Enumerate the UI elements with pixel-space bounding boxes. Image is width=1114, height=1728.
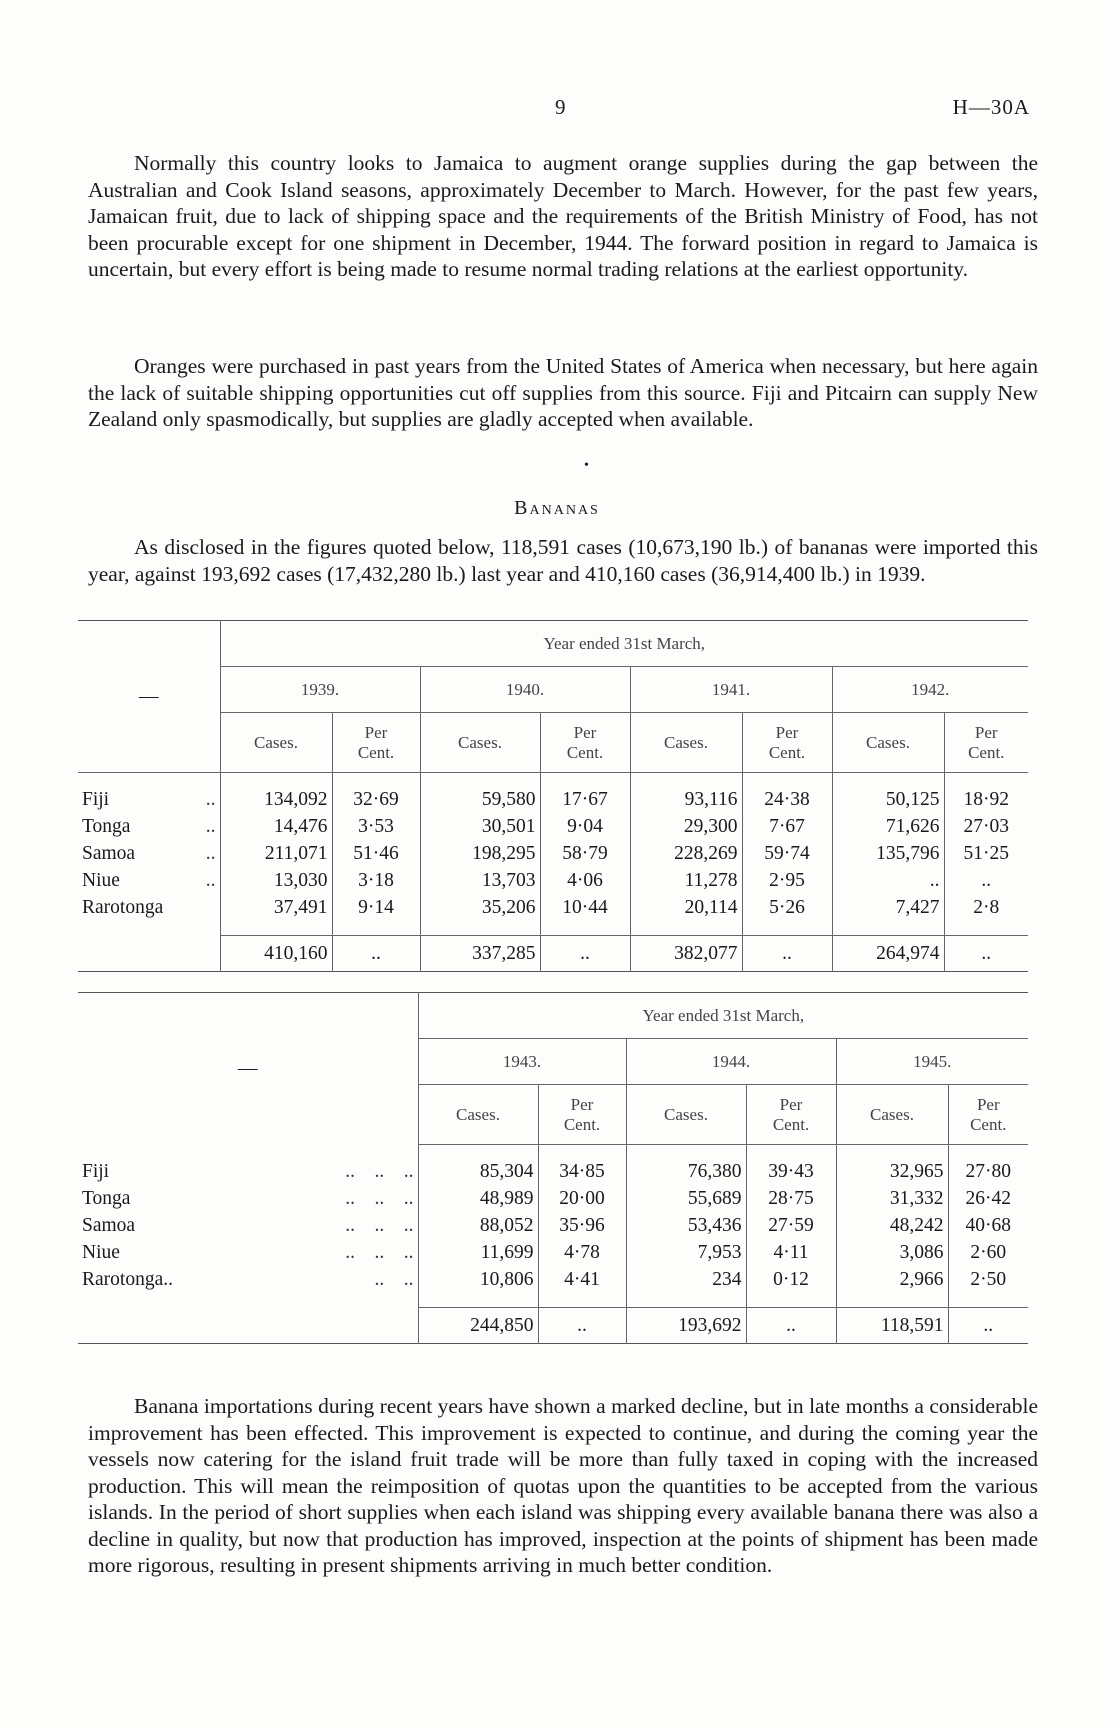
- cases-cell: 13,030: [220, 868, 332, 895]
- country-cell: [78, 868, 220, 895]
- percent-cell: 4·06: [540, 868, 630, 895]
- percent-cell: 2·95: [742, 868, 832, 895]
- percent-cell: 17·67: [540, 787, 630, 814]
- cases-cell: 11,278: [630, 868, 742, 895]
- section-heading: Bananas: [514, 497, 600, 519]
- table-row: [78, 868, 1028, 895]
- country-name: Samoa: [82, 1215, 136, 1236]
- table2-total: ..: [538, 1308, 626, 1344]
- table1-totals-row: [78, 936, 1028, 972]
- table1-year-1942: 1942.: [832, 667, 1028, 713]
- cases-cell: 55,689: [626, 1186, 746, 1213]
- cases-cell: ..: [832, 868, 944, 895]
- cases-cell: 31,332: [836, 1186, 948, 1213]
- table1-total: 264,974: [832, 936, 944, 972]
- percent-cell: 59·74: [742, 841, 832, 868]
- country-name: Samoa: [82, 843, 136, 864]
- table2-col-cases: Cases.: [626, 1085, 746, 1145]
- percent-cell: 27·59: [746, 1213, 836, 1240]
- percent-cell: 9·04: [540, 814, 630, 841]
- paragraph-jamaica: Normally this country looks to Jamaica to augment orange supplies during the gap between the Australian and Cook Island seasons, approximately December to March. However, for the past few years, Jamaican fruit, due to lack of shipping space and the requirements of the British Ministry of Food, has not been procurable except for one shipment in December, 1944. The forward position in regard to Jamaica is uncertain, but every effort is being made to resume normal trading relations at the earliest opportunity.: [88, 151, 1038, 281]
- table1-col-percent: Per Cent.: [540, 713, 630, 773]
- cases-cell: 11,699: [418, 1240, 538, 1267]
- dot-leader: ..: [205, 870, 216, 891]
- cases-cell: 134,092: [220, 787, 332, 814]
- table1-year-1939: 1939.: [220, 667, 420, 713]
- country-cell: [78, 1159, 418, 1186]
- cases-cell: 71,626: [832, 814, 944, 841]
- country-cell: [78, 1240, 418, 1267]
- country-cell: [78, 814, 220, 841]
- cases-cell: 59,580: [420, 787, 540, 814]
- cases-cell: 88,052: [418, 1213, 538, 1240]
- percent-cell: 2·60: [948, 1240, 1028, 1267]
- country-name: Niue: [82, 1242, 120, 1263]
- table1-col-percent: Per Cent.: [332, 713, 420, 773]
- country-cell: [78, 841, 220, 868]
- country-name: Rarotonga: [82, 897, 164, 918]
- country-name: Tonga: [82, 1188, 131, 1209]
- page-header: [0, 95, 1114, 125]
- cases-cell: 13,703: [420, 868, 540, 895]
- cases-cell: 53,436: [626, 1213, 746, 1240]
- country-name: Fiji: [82, 1161, 110, 1182]
- cases-cell: 32,965: [836, 1159, 948, 1186]
- cases-cell: 85,304: [418, 1159, 538, 1186]
- dot-leader: ..: [205, 789, 216, 810]
- table2-col-cases: Cases.: [418, 1085, 538, 1145]
- percent-cell: 51·25: [944, 841, 1028, 868]
- bananas-table-1939-1942: [78, 620, 1028, 972]
- percent-cell: 2·8: [944, 895, 1028, 922]
- country-name: Tonga: [82, 816, 131, 837]
- table1-total: 382,077: [630, 936, 742, 972]
- document-reference: H—30A: [952, 95, 1030, 119]
- cases-cell: 35,206: [420, 895, 540, 922]
- cases-cell: 14,476: [220, 814, 332, 841]
- percent-cell: 3·53: [332, 814, 420, 841]
- country-name: Niue: [82, 870, 120, 891]
- table-row: [78, 841, 1028, 868]
- table1-year-1940: 1940.: [420, 667, 630, 713]
- percent-cell: 51·46: [332, 841, 420, 868]
- table1-col-percent: Per Cent.: [742, 713, 832, 773]
- table2-year-1943: 1943.: [418, 1039, 626, 1085]
- cases-cell: 198,295: [420, 841, 540, 868]
- cases-cell: 10,806: [418, 1267, 538, 1294]
- cases-cell: 7,427: [832, 895, 944, 922]
- percent-cell: 0·12: [746, 1267, 836, 1294]
- table1-total: ..: [332, 936, 420, 972]
- cases-cell: 93,116: [630, 787, 742, 814]
- paragraph-bananas-intro: As disclosed in the figures quoted below, 118,591 cases (10,673,190 lb.) of bananas were imported this year, against 193,692 cases (17,432,280 lb.) last year and 410,160 cases (36,914,400 lb.) in 1939.: [88, 535, 1038, 586]
- table-row: [78, 814, 1028, 841]
- percent-cell: 28·75: [746, 1186, 836, 1213]
- percent-cell: 20·00: [538, 1186, 626, 1213]
- percent-cell: 4·78: [538, 1240, 626, 1267]
- country-cell: [78, 787, 220, 814]
- table1-col-percent: Per Cent.: [944, 713, 1028, 773]
- dot-leader: .. .. ..: [345, 1215, 414, 1236]
- country-cell: [78, 1267, 418, 1294]
- table2-corner: —: [238, 1057, 258, 1079]
- percent-cell: 9·14: [332, 895, 420, 922]
- dot-leader: .. ..: [374, 1269, 414, 1290]
- percent-cell: 58·79: [540, 841, 630, 868]
- percent-cell: 27·03: [944, 814, 1028, 841]
- table1-total: 410,160: [220, 936, 332, 972]
- percent-cell: 5·26: [742, 895, 832, 922]
- table2-span-header: Year ended 31st March,: [418, 993, 1028, 1039]
- cases-cell: 76,380: [626, 1159, 746, 1186]
- table-row: [78, 1267, 1028, 1294]
- table1-span-header: Year ended 31st March,: [220, 621, 1028, 667]
- country-name: Rarotonga..: [82, 1269, 173, 1290]
- table2-total: 244,850: [418, 1308, 538, 1344]
- percent-cell: 7·67: [742, 814, 832, 841]
- table2-total: ..: [746, 1308, 836, 1344]
- table2-year-1944: 1944.: [626, 1039, 836, 1085]
- cases-cell: 20,114: [630, 895, 742, 922]
- table2-total: 118,591: [836, 1308, 948, 1344]
- cases-cell: 29,300: [630, 814, 742, 841]
- country-cell: [78, 895, 220, 922]
- percent-cell: 32·69: [332, 787, 420, 814]
- bananas-table-1943-1945: [78, 992, 1028, 1344]
- cases-cell: 135,796: [832, 841, 944, 868]
- table1-total: ..: [540, 936, 630, 972]
- table2-col-percent: Per Cent.: [746, 1085, 836, 1145]
- table-row: [78, 1213, 1028, 1240]
- cases-cell: 48,989: [418, 1186, 538, 1213]
- percent-cell: 34·85: [538, 1159, 626, 1186]
- table2-totals-row: [78, 1308, 1028, 1344]
- table-row: [78, 787, 1028, 814]
- percent-cell: 35·96: [538, 1213, 626, 1240]
- country-name: Fiji: [82, 789, 110, 810]
- table2-col-cases: Cases.: [836, 1085, 948, 1145]
- table1-col-cases: Cases.: [420, 713, 540, 773]
- percent-cell: ..: [944, 868, 1028, 895]
- table-row: [78, 1186, 1028, 1213]
- table2-total: ..: [948, 1308, 1028, 1344]
- percent-cell: 4·41: [538, 1267, 626, 1294]
- table2-col-percent: Per Cent.: [538, 1085, 626, 1145]
- dot-leader: .. .. ..: [345, 1242, 414, 1263]
- table-row: [78, 1240, 1028, 1267]
- page-number: 9: [555, 95, 566, 119]
- paragraph-usa-oranges: Oranges were purchased in past years from the United States of America when necessary, but here again the lack of suitable shipping opportunities cut off supplies from this source. Fiji and Pitcairn can supply New Zealand only spasmodically, but supplies are gladly accepted when available.: [88, 354, 1038, 431]
- cases-cell: 7,953: [626, 1240, 746, 1267]
- cases-cell: 50,125: [832, 787, 944, 814]
- paragraph-banana-closing: Banana importations during recent years have shown a marked decline, but in late months a considerable improvement has been effected. This improvement is expected to continue, and during the coming year the vessels now catering for the island fruit trade will be more than fully taxed in coping with the increased production. This will mean the reimposition of quotas upon the quantities to be accepted from the various islands. In the period of short supplies when each island was shipping every available banana there was also a decline in quality, but now that production has improved, inspection at the points of shipment has been made more rigorous, resulting in present shipments arriving in much better condition.: [88, 1394, 1038, 1577]
- dot-leader: .. .. ..: [345, 1188, 414, 1209]
- table1-total: ..: [742, 936, 832, 972]
- table1-col-cases: Cases.: [220, 713, 332, 773]
- dot-leader: .. .. ..: [345, 1161, 414, 1182]
- table1-corner: —: [139, 685, 159, 707]
- country-cell: [78, 1213, 418, 1240]
- cases-cell: 228,269: [630, 841, 742, 868]
- dot-leader: ..: [205, 843, 216, 864]
- dot-leader: ..: [205, 816, 216, 837]
- table2-col-percent: Per Cent.: [948, 1085, 1028, 1145]
- percent-cell: 3·18: [332, 868, 420, 895]
- percent-cell: 39·43: [746, 1159, 836, 1186]
- cases-cell: 37,491: [220, 895, 332, 922]
- table1-year-1941: 1941.: [630, 667, 832, 713]
- percent-cell: 24·38: [742, 787, 832, 814]
- percent-cell: 40·68: [948, 1213, 1028, 1240]
- table2-year-1945: 1945.: [836, 1039, 1028, 1085]
- table-row: [78, 895, 1028, 922]
- table1-col-cases: Cases.: [630, 713, 742, 773]
- percent-cell: 27·80: [948, 1159, 1028, 1186]
- percent-cell: 18·92: [944, 787, 1028, 814]
- cases-cell: 211,071: [220, 841, 332, 868]
- cases-cell: 3,086: [836, 1240, 948, 1267]
- table1-total: 337,285: [420, 936, 540, 972]
- cases-cell: 2,966: [836, 1267, 948, 1294]
- table1-total: ..: [944, 936, 1028, 972]
- percent-cell: 10·44: [540, 895, 630, 922]
- country-cell: [78, 1186, 418, 1213]
- percent-cell: 26·42: [948, 1186, 1028, 1213]
- table-row: [78, 1159, 1028, 1186]
- cases-cell: 30,501: [420, 814, 540, 841]
- cases-cell: 48,242: [836, 1213, 948, 1240]
- table1-col-cases: Cases.: [832, 713, 944, 773]
- cases-cell: 234: [626, 1267, 746, 1294]
- table2-total: 193,692: [626, 1308, 746, 1344]
- bullet-mark: •: [584, 458, 589, 473]
- percent-cell: 4·11: [746, 1240, 836, 1267]
- percent-cell: 2·50: [948, 1267, 1028, 1294]
